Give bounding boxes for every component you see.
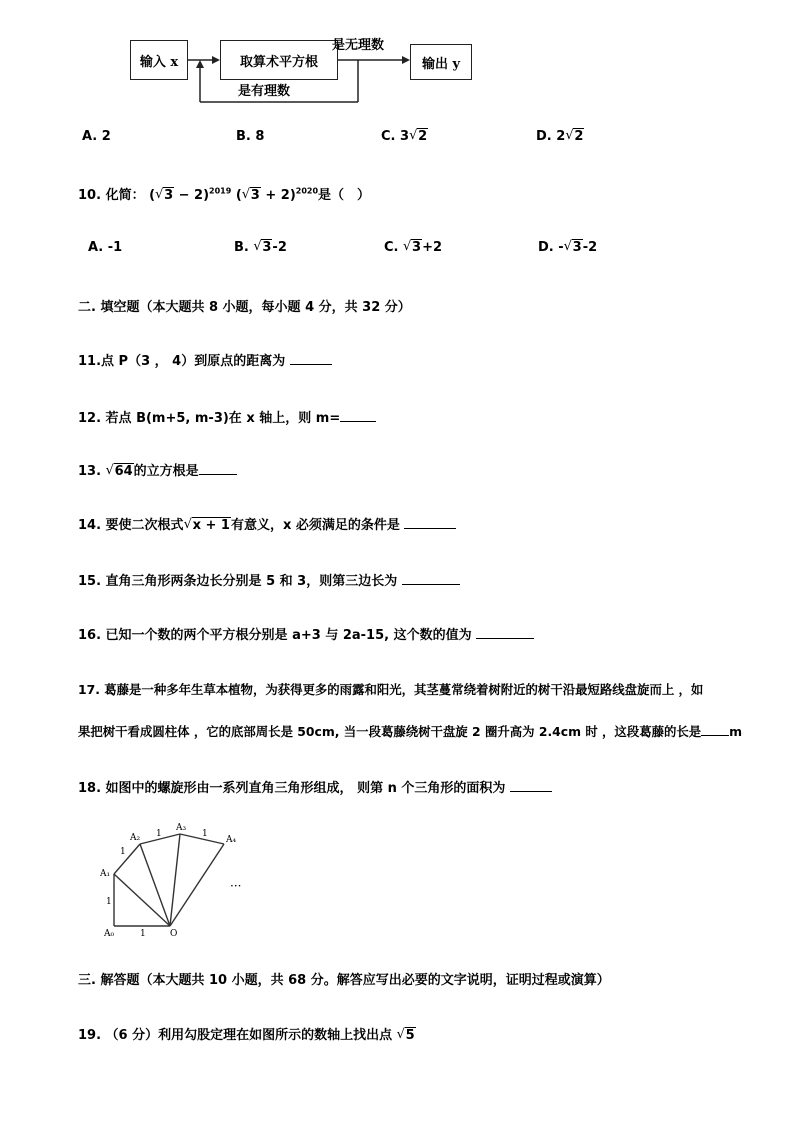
q10-option-d: D. - √ 3-2 [538,239,598,255]
q10-option-a: A. -1 [88,240,123,255]
answer-blank[interactable] [476,626,534,639]
flowchart-irrational-label: 是无理数 [332,38,385,53]
label-a2: A₂ [130,833,141,843]
q17-line-1: 17. 葛藤是一种多年生草本植物，为获得更多的雨露和阳光，其茎蔓常绕着树附近的树干沿最短路线盘旋而上 ，如 [78,682,704,697]
section-3-heading: 三. 解答题（本大题共 10 小题，共 68 分。解答应写出必要的文字说明，证明过程或演算） [78,973,610,988]
flowchart-process-label: 取算术平方根 [239,54,318,70]
answer-blank[interactable] [290,352,332,365]
q12: 12. 若点 B(m+5, m-3)在 x 轴上，则 m= [78,407,376,426]
q13: 13. √ 64的立方根是 [78,460,237,479]
spiral-edge [114,844,140,874]
label-side-1: 1 [156,829,162,839]
answer-blank[interactable] [701,723,729,736]
answer-blank[interactable] [199,462,237,475]
label-side-1: 1 [120,847,126,857]
sqrt-symbol: √ 2 [409,128,428,144]
sqrt-symbol: √ 5 [396,1027,415,1043]
q9-option-c: C. 3 √ 2 [381,128,428,144]
spiral-edge [114,874,170,926]
flowchart-rational-label: 是有理数 [238,84,291,99]
ellipsis: ··· [230,879,242,893]
q9-option-b: B. 8 [236,129,265,144]
answer-blank[interactable] [340,409,376,422]
q10-option-b: B. √ 3-2 [234,239,287,255]
q10-option-c: C. √ 3+2 [384,239,443,255]
answer-blank[interactable] [404,516,456,529]
label-a1: A₁ [100,869,111,879]
q16: 16. 已知一个数的两个平方根分别是 a+3 与 2a-15, 这个数的值为 [78,624,534,643]
flowchart-process-box [220,40,338,80]
answer-blank[interactable] [402,572,460,585]
flowchart-output-label: 输出 y [421,56,461,72]
q11: 11.点 P（3 ， 4）到原点的距离为 [78,350,332,369]
label-side-1: 1 [140,929,146,939]
label-a4: A₄ [226,835,237,845]
sqrt-symbol: √ 2 [565,128,584,144]
label-side-1: 1 [106,897,112,907]
q17-line-2: 果把树干看成圆柱体 ，它的底部周长是 50cm, 当一段葛藤绕树干盘旋 2 圈升高为 2.4cm 时 ，这段葛藤的长是 m [78,724,743,739]
q14: 14. 要使二次根式 √ x + 1有意义，x 必须满足的条件是 [78,514,456,533]
sqrt-symbol: √ 3 [155,187,174,203]
flowchart [120,30,480,110]
q15: 15. 直角三角形两条边长分别是 5 和 3，则第三边长为 [78,570,460,589]
spiral-edge [140,844,170,926]
q10-stem: 10. 化简： ( √ 3 − 2)$^{2019}$ ( √ 3 + 2)$^{2020}$是（ ） [78,186,371,203]
sqrt-symbol: √ 3 [563,239,582,255]
q9-option-a: A. 2 [82,129,111,144]
label-o: O [170,929,178,939]
q19: 19. （6 分）利用勾股定理在如图所示的数轴上找出点 √ 5 [78,1027,415,1043]
label-a0: A₀ [104,929,115,939]
flowchart-input-label: 输入 x [139,54,179,70]
spiral-figure [100,822,270,942]
sqrt-symbol: √ 64 [105,463,133,479]
sqrt-symbol: √ 3 [253,239,272,255]
label-a3: A₃ [176,823,187,833]
sqrt-symbol: √ 3 [403,239,422,255]
q18: 18. 如图中的螺旋形由一系列直角三角形组成， 则第 n 个三角形的面积为 [78,777,552,796]
label-side-1: 1 [202,829,208,839]
q9-option-d: D. 2 √ 2 [536,128,584,144]
sqrt-symbol: √ x + 1 [183,517,230,533]
section-2-heading: 二. 填空题（本大题共 8 小题，每小题 4 分，共 32 分） [78,300,411,315]
flowchart-output-box [410,44,472,80]
sqrt-symbol: √ 3 [241,187,260,203]
flowchart-input-box [130,40,188,80]
answer-blank[interactable] [510,779,552,792]
